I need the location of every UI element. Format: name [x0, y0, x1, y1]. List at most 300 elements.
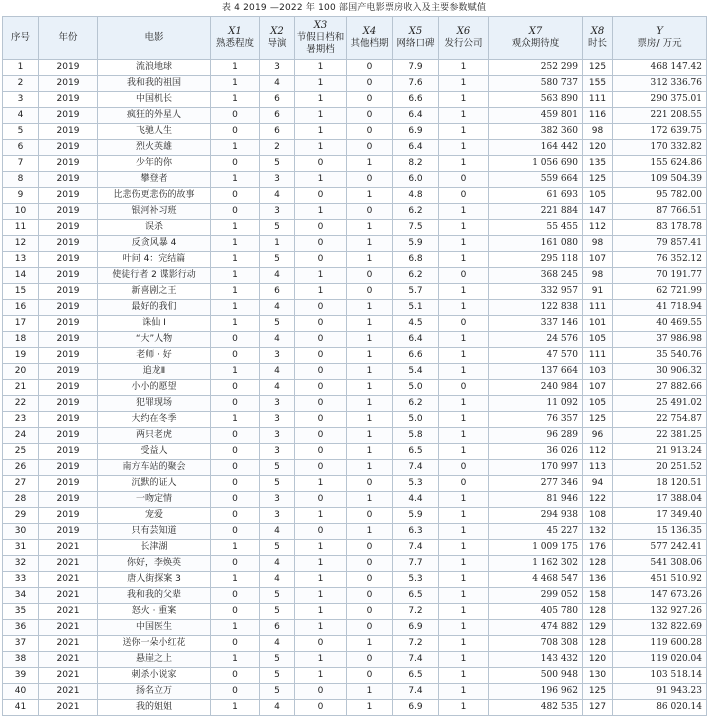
cell-x7: 1 009 175: [489, 540, 583, 556]
cell-x4: 1: [347, 412, 393, 428]
cell-x1: 0: [211, 604, 260, 620]
cell-x6: 1: [439, 108, 489, 124]
cell-y: 91 943.23: [613, 684, 707, 700]
cell-x6: 1: [439, 636, 489, 652]
cell-movie: 你好，李焕英: [98, 556, 211, 572]
cell-x6: 0: [439, 316, 489, 332]
cell-x4: 1: [347, 636, 393, 652]
cell-x3: 1: [295, 668, 347, 684]
table-row: [3, 188, 707, 204]
cell-movie: 飞驰人生: [98, 124, 211, 140]
cell-x7: 337 146: [489, 316, 583, 332]
cell-x5: 5.9: [393, 508, 439, 524]
cell-x8: 127: [583, 700, 613, 716]
table-caption: 表 4 2019 —2022 年 100 部国产电影票房收入及主要参数赋值: [221, 3, 487, 13]
cell-x6: 1: [439, 364, 489, 380]
cell-x5: 5.8: [393, 428, 439, 444]
cell-x2: 3: [260, 508, 295, 524]
cell-x5: 7.2: [393, 604, 439, 620]
cell-y: 30 906.32: [613, 364, 707, 380]
cell-x1: 1: [211, 140, 260, 156]
cell-x5: 6.2: [393, 396, 439, 412]
cell-index: 11: [3, 220, 39, 236]
cell-movie: 南方车站的聚会: [98, 460, 211, 476]
cell-x4: 0: [347, 572, 393, 588]
cell-index: 34: [3, 588, 39, 604]
cell-x6: 1: [439, 652, 489, 668]
cell-x4: 0: [347, 668, 393, 684]
cell-x2: 6: [260, 620, 295, 636]
cell-y: 22 754.87: [613, 412, 707, 428]
cell-index: 17: [3, 316, 39, 332]
cell-movie: 叶问 4：完结篇: [98, 252, 211, 268]
cell-index: 26: [3, 460, 39, 476]
cell-x1: 0: [211, 508, 260, 524]
cell-y: 87 766.51: [613, 204, 707, 220]
cell-index: 5: [3, 124, 39, 140]
cell-index: 4: [3, 108, 39, 124]
column-label: 时长: [587, 38, 607, 49]
cell-x2: 6: [260, 92, 295, 108]
cell-x5: 6.4: [393, 108, 439, 124]
table-row: [3, 604, 707, 620]
column-header: [39, 17, 98, 60]
cell-x3: 0: [295, 412, 347, 428]
cell-year: 2019: [39, 124, 98, 140]
cell-x4: 1: [347, 220, 393, 236]
column-label: 发行公司: [444, 38, 483, 49]
cell-x2: 6: [260, 124, 295, 140]
cell-x1: 1: [211, 172, 260, 188]
cell-x2: 6: [260, 284, 295, 300]
cell-x3: 1: [295, 108, 347, 124]
cell-x8: 111: [583, 300, 613, 316]
cell-x5: 7.9: [393, 60, 439, 76]
cell-x7: 61 693: [489, 188, 583, 204]
cell-x2: 4: [260, 76, 295, 92]
cell-x8: 130: [583, 668, 613, 684]
column-label: 序号: [10, 32, 30, 43]
cell-x1: 1: [211, 700, 260, 716]
cell-x1: 0: [211, 124, 260, 140]
cell-x7: 405 780: [489, 604, 583, 620]
cell-x1: 0: [211, 188, 260, 204]
table-row: [3, 508, 707, 524]
cell-x3: 0: [295, 252, 347, 268]
cell-year: 2021: [39, 604, 98, 620]
cell-x4: 0: [347, 140, 393, 156]
cell-x2: 5: [260, 684, 295, 700]
cell-x1: 0: [211, 556, 260, 572]
cell-year: 2019: [39, 364, 98, 380]
cell-x3: 0: [295, 428, 347, 444]
table-row: [3, 348, 707, 364]
cell-y: 22 381.25: [613, 428, 707, 444]
cell-x5: 4.8: [393, 188, 439, 204]
cell-x1: 0: [211, 476, 260, 492]
cell-x1: 1: [211, 268, 260, 284]
cell-year: 2019: [39, 508, 98, 524]
cell-x6: 1: [439, 60, 489, 76]
cell-x1: 1: [211, 620, 260, 636]
cell-x4: 0: [347, 92, 393, 108]
cell-x7: 240 984: [489, 380, 583, 396]
cell-x6: 1: [439, 700, 489, 716]
cell-x5: 7.4: [393, 684, 439, 700]
table-row: [3, 444, 707, 460]
table-body: [3, 60, 707, 716]
cell-x4: 1: [347, 156, 393, 172]
table-row: [3, 332, 707, 348]
cell-x6: 1: [439, 572, 489, 588]
cell-index: 32: [3, 556, 39, 572]
cell-year: 2019: [39, 156, 98, 172]
cell-x6: 1: [439, 604, 489, 620]
table-row: [3, 156, 707, 172]
cell-x1: 1: [211, 540, 260, 556]
cell-movie: 比悲伤更悲伤的故事: [98, 188, 211, 204]
column-label: 票房/ 万元: [637, 38, 682, 49]
cell-x7: 122 838: [489, 300, 583, 316]
cell-x7: 11 092: [489, 396, 583, 412]
cell-year: 2019: [39, 348, 98, 364]
cell-movie: 中国医生: [98, 620, 211, 636]
cell-x2: 5: [260, 316, 295, 332]
cell-x4: 0: [347, 108, 393, 124]
column-label: 网络口碑: [396, 38, 435, 49]
cell-movie: 流浪地球: [98, 60, 211, 76]
cell-x8: 125: [583, 412, 613, 428]
cell-x1: 1: [211, 252, 260, 268]
cell-x8: 91: [583, 284, 613, 300]
cell-x3: 1: [295, 572, 347, 588]
column-label: 节假日档和暑期档: [296, 32, 345, 55]
cell-index: 9: [3, 188, 39, 204]
cell-x2: 3: [260, 396, 295, 412]
cell-x7: 164 442: [489, 140, 583, 156]
cell-x1: 0: [211, 108, 260, 124]
cell-index: 38: [3, 652, 39, 668]
cell-y: 468 147.42: [613, 60, 707, 76]
cell-index: 6: [3, 140, 39, 156]
table-row: [3, 364, 707, 380]
table-row: [3, 684, 707, 700]
cell-movie: 误杀: [98, 220, 211, 236]
cell-index: 23: [3, 412, 39, 428]
cell-index: 13: [3, 252, 39, 268]
cell-year: 2021: [39, 700, 98, 716]
column-label: 电影: [144, 32, 164, 43]
cell-x2: 5: [260, 220, 295, 236]
cell-y: 76 352.12: [613, 252, 707, 268]
cell-x3: 0: [295, 636, 347, 652]
cell-x3: 1: [295, 508, 347, 524]
cell-x7: 500 948: [489, 668, 583, 684]
cell-y: 41 718.94: [613, 300, 707, 316]
cell-x4: 0: [347, 76, 393, 92]
cell-x7: 563 890: [489, 92, 583, 108]
cell-index: 20: [3, 364, 39, 380]
cell-year: 2019: [39, 428, 98, 444]
cell-x8: 128: [583, 604, 613, 620]
table-row: [3, 556, 707, 572]
cell-index: 19: [3, 348, 39, 364]
cell-x3: 0: [295, 156, 347, 172]
cell-x5: 6.6: [393, 348, 439, 364]
table-row: [3, 236, 707, 252]
cell-index: 25: [3, 444, 39, 460]
cell-x3: 0: [295, 300, 347, 316]
cell-year: 2019: [39, 284, 98, 300]
cell-year: 2019: [39, 172, 98, 188]
cell-x5: 6.9: [393, 124, 439, 140]
cell-movie: 唐人街探案 3: [98, 572, 211, 588]
cell-x3: 0: [295, 380, 347, 396]
cell-y: 147 673.26: [613, 588, 707, 604]
cell-x6: 1: [439, 300, 489, 316]
column-label: 观众期待度: [511, 38, 560, 49]
cell-movie: 小小的愿望: [98, 380, 211, 396]
cell-x8: 111: [583, 348, 613, 364]
cell-x1: 1: [211, 236, 260, 252]
cell-x8: 107: [583, 252, 613, 268]
cell-x5: 6.9: [393, 700, 439, 716]
cell-x1: 0: [211, 588, 260, 604]
table-row: [3, 380, 707, 396]
table-row: [3, 428, 707, 444]
cell-y: 132 822.69: [613, 620, 707, 636]
cell-index: 41: [3, 700, 39, 716]
cell-movie: 大约在冬季: [98, 412, 211, 428]
cell-index: 22: [3, 396, 39, 412]
table-row: [3, 172, 707, 188]
cell-x3: 0: [295, 236, 347, 252]
cell-x8: 147: [583, 204, 613, 220]
cell-x1: 0: [211, 332, 260, 348]
cell-x5: 7.7: [393, 556, 439, 572]
cell-y: 37 986.98: [613, 332, 707, 348]
cell-x3: 0: [295, 700, 347, 716]
cell-y: 70 191.77: [613, 268, 707, 284]
cell-x5: 5.0: [393, 380, 439, 396]
cell-x6: 1: [439, 540, 489, 556]
cell-movie: 悬崖之上: [98, 652, 211, 668]
cell-index: 14: [3, 268, 39, 284]
cell-x3: 1: [295, 540, 347, 556]
cell-x7: 81 946: [489, 492, 583, 508]
cell-year: 2019: [39, 60, 98, 76]
cell-x2: 3: [260, 444, 295, 460]
cell-index: 39: [3, 668, 39, 684]
cell-x4: 0: [347, 604, 393, 620]
cell-y: 95 782.00: [613, 188, 707, 204]
cell-x2: 4: [260, 188, 295, 204]
cell-x6: 1: [439, 412, 489, 428]
cell-x1: 1: [211, 92, 260, 108]
column-header: [489, 17, 583, 60]
cell-x4: 0: [347, 508, 393, 524]
cell-x8: 111: [583, 92, 613, 108]
cell-x3: 0: [295, 316, 347, 332]
cell-x2: 4: [260, 268, 295, 284]
cell-x3: 1: [295, 60, 347, 76]
cell-y: 17 349.40: [613, 508, 707, 524]
cell-movie: 只有芸知道: [98, 524, 211, 540]
table-row: [3, 396, 707, 412]
cell-x5: 8.2: [393, 156, 439, 172]
cell-movie: “大”人物: [98, 332, 211, 348]
cell-y: 170 332.82: [613, 140, 707, 156]
cell-x7: 55 455: [489, 220, 583, 236]
column-header: [393, 17, 439, 60]
cell-index: 36: [3, 620, 39, 636]
cell-x2: 5: [260, 156, 295, 172]
cell-x8: 125: [583, 684, 613, 700]
cell-x7: 299 052: [489, 588, 583, 604]
cell-movie: 受益人: [98, 444, 211, 460]
cell-x4: 1: [347, 188, 393, 204]
cell-x5: 6.5: [393, 588, 439, 604]
cell-year: 2019: [39, 92, 98, 108]
cell-index: 18: [3, 332, 39, 348]
cell-x5: 6.0: [393, 172, 439, 188]
cell-x6: 1: [439, 492, 489, 508]
table-row: [3, 652, 707, 668]
cell-x2: 4: [260, 300, 295, 316]
cell-year: 2021: [39, 636, 98, 652]
cell-y: 15 136.35: [613, 524, 707, 540]
cell-x6: 1: [439, 92, 489, 108]
cell-year: 2021: [39, 572, 98, 588]
cell-x1: 0: [211, 444, 260, 460]
cell-index: 8: [3, 172, 39, 188]
cell-x5: 5.3: [393, 572, 439, 588]
cell-x8: 120: [583, 140, 613, 156]
column-header: [260, 17, 295, 60]
cell-x5: 6.4: [393, 140, 439, 156]
cell-year: 2019: [39, 252, 98, 268]
cell-x3: 0: [295, 364, 347, 380]
cell-x1: 1: [211, 572, 260, 588]
cell-y: 18 120.51: [613, 476, 707, 492]
cell-year: 2019: [39, 236, 98, 252]
cell-x6: 1: [439, 76, 489, 92]
cell-x5: 4.5: [393, 316, 439, 332]
cell-x8: 98: [583, 236, 613, 252]
cell-year: 2019: [39, 204, 98, 220]
cell-x3: 1: [295, 76, 347, 92]
table-row: [3, 588, 707, 604]
cell-index: 28: [3, 492, 39, 508]
table-row: [3, 572, 707, 588]
cell-x5: 6.5: [393, 444, 439, 460]
column-label: 导演: [267, 38, 287, 49]
cell-x4: 1: [347, 380, 393, 396]
cell-movie: 宠爱: [98, 508, 211, 524]
cell-x2: 6: [260, 108, 295, 124]
cell-y: 21 913.24: [613, 444, 707, 460]
cell-x5: 6.2: [393, 204, 439, 220]
cell-x7: 559 664: [489, 172, 583, 188]
cell-x4: 0: [347, 588, 393, 604]
cell-x2: 3: [260, 204, 295, 220]
cell-y: 221 208.55: [613, 108, 707, 124]
cell-y: 86 020.14: [613, 700, 707, 716]
cell-x2: 4: [260, 524, 295, 540]
cell-x3: 0: [295, 684, 347, 700]
cell-x7: 382 360: [489, 124, 583, 140]
cell-x2: 5: [260, 252, 295, 268]
cell-y: 20 251.52: [613, 460, 707, 476]
cell-movie: 使徒行者 2 谍影行动: [98, 268, 211, 284]
table-row: [3, 60, 707, 76]
cell-x3: 0: [295, 444, 347, 460]
cell-x8: 116: [583, 108, 613, 124]
cell-x2: 4: [260, 572, 295, 588]
cell-x2: 5: [260, 460, 295, 476]
cell-x1: 0: [211, 380, 260, 396]
cell-x7: 580 737: [489, 76, 583, 92]
cell-index: 12: [3, 236, 39, 252]
cell-y: 172 639.75: [613, 124, 707, 140]
cell-x2: 3: [260, 492, 295, 508]
column-header: [613, 17, 707, 60]
cell-x2: 5: [260, 540, 295, 556]
cell-x5: 7.6: [393, 76, 439, 92]
cell-x4: 1: [347, 316, 393, 332]
cell-x6: 1: [439, 284, 489, 300]
cell-index: 40: [3, 684, 39, 700]
cell-x5: 7.4: [393, 460, 439, 476]
cell-x4: 1: [347, 524, 393, 540]
table-row: [3, 252, 707, 268]
cell-x6: 1: [439, 156, 489, 172]
cell-x2: 3: [260, 348, 295, 364]
cell-x6: 1: [439, 124, 489, 140]
cell-movie: 中国机长: [98, 92, 211, 108]
cell-x2: 4: [260, 332, 295, 348]
cell-movie: 我和我的父辈: [98, 588, 211, 604]
cell-x8: 135: [583, 156, 613, 172]
cell-x4: 1: [347, 252, 393, 268]
cell-x1: 1: [211, 316, 260, 332]
cell-x7: 252 299: [489, 60, 583, 76]
cell-x5: 7.4: [393, 652, 439, 668]
column-symbol: X1: [228, 26, 242, 37]
cell-x7: 143 432: [489, 652, 583, 668]
cell-x1: 0: [211, 348, 260, 364]
cell-x1: 0: [211, 156, 260, 172]
cell-y: 35 540.76: [613, 348, 707, 364]
cell-y: 155 624.86: [613, 156, 707, 172]
cell-x6: 1: [439, 524, 489, 540]
cell-y: 312 336.76: [613, 76, 707, 92]
cell-x2: 4: [260, 556, 295, 572]
cell-x3: 0: [295, 220, 347, 236]
table-row: [3, 108, 707, 124]
cell-movie: 反贪风暴 4: [98, 236, 211, 252]
cell-x3: 1: [295, 556, 347, 572]
cell-x2: 4: [260, 380, 295, 396]
cell-x1: 1: [211, 412, 260, 428]
cell-x3: 1: [295, 268, 347, 284]
cell-x6: 1: [439, 140, 489, 156]
cell-index: 24: [3, 428, 39, 444]
cell-x2: 5: [260, 604, 295, 620]
cell-x6: 0: [439, 476, 489, 492]
cell-movie: 少年的你: [98, 156, 211, 172]
cell-x8: 128: [583, 556, 613, 572]
